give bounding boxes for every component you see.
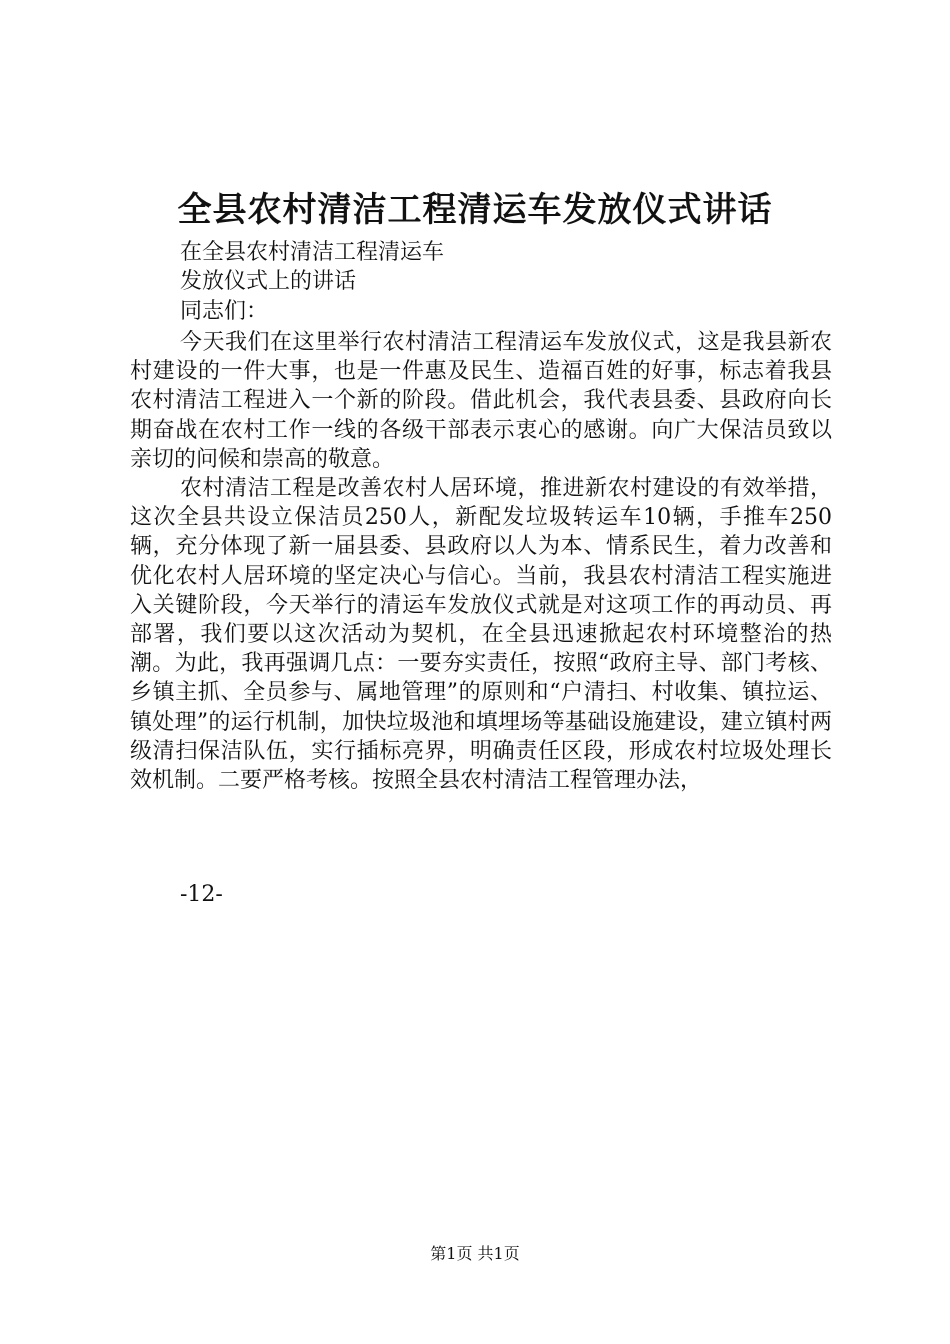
inline-page-number: -12-	[180, 882, 223, 907]
speech-subtitle-line-2: 发放仪式上的讲话	[180, 269, 357, 294]
speech-subtitle-line-1: 在全县农村清洁工程清运车	[180, 240, 445, 265]
page-footer: 第1页 共1页	[430, 1244, 520, 1263]
body-paragraph: 今天我们在这里举行农村清洁工程清运车发放仪式，这是我县新农村建设的一件大事，也是一件惠及民生、造福百姓的好事，标志着我县农村清洁工程进入一个新的阶段。借此机会，我代表县委、县政府向长期奋战在农村工作一线的各级干部表示衷心的感谢。向广大保洁员致以亲切的问候和崇高的敬意。	[130, 330, 832, 472]
salutation: 同志们：	[180, 299, 269, 324]
speech-body	[130, 328, 832, 795]
body-paragraph: 农村清洁工程是改善农村人居环境，推进新农村建设的有效举措，这次全县共设立保洁员250人，新配发垃圾转运车10辆，手推车250辆，充分体现了新一届县委、县政府以人为本、情系民生，着力改善和优化农村人居环境的坚定决心与信心。当前，我县农村清洁工程实施进入关键阶段，今天举行的清运车发放仪式就是对这项工作的再动员、再部署，我们要以这次活动为契机，在全县迅速掀起农村环境整治的热潮。为此，我再强调几点：一要夯实责任，按照“政府主导、部门考核、乡镇主抓、全员参与、属地管理”的原则和“户清扫、村收集、镇拉运、镇处理”的运行机制，加快垃圾池和填埋场等基础设施建设，建立镇村两级清扫保洁队伍，实行插标亮界，明确责任区段，形成农村垃圾处理长效机制。二要严格考核。按照全县农村清洁工程管理办法，	[130, 476, 832, 794]
document-title: 全县农村清洁工程清运车发放仪式讲话	[177, 190, 773, 230]
